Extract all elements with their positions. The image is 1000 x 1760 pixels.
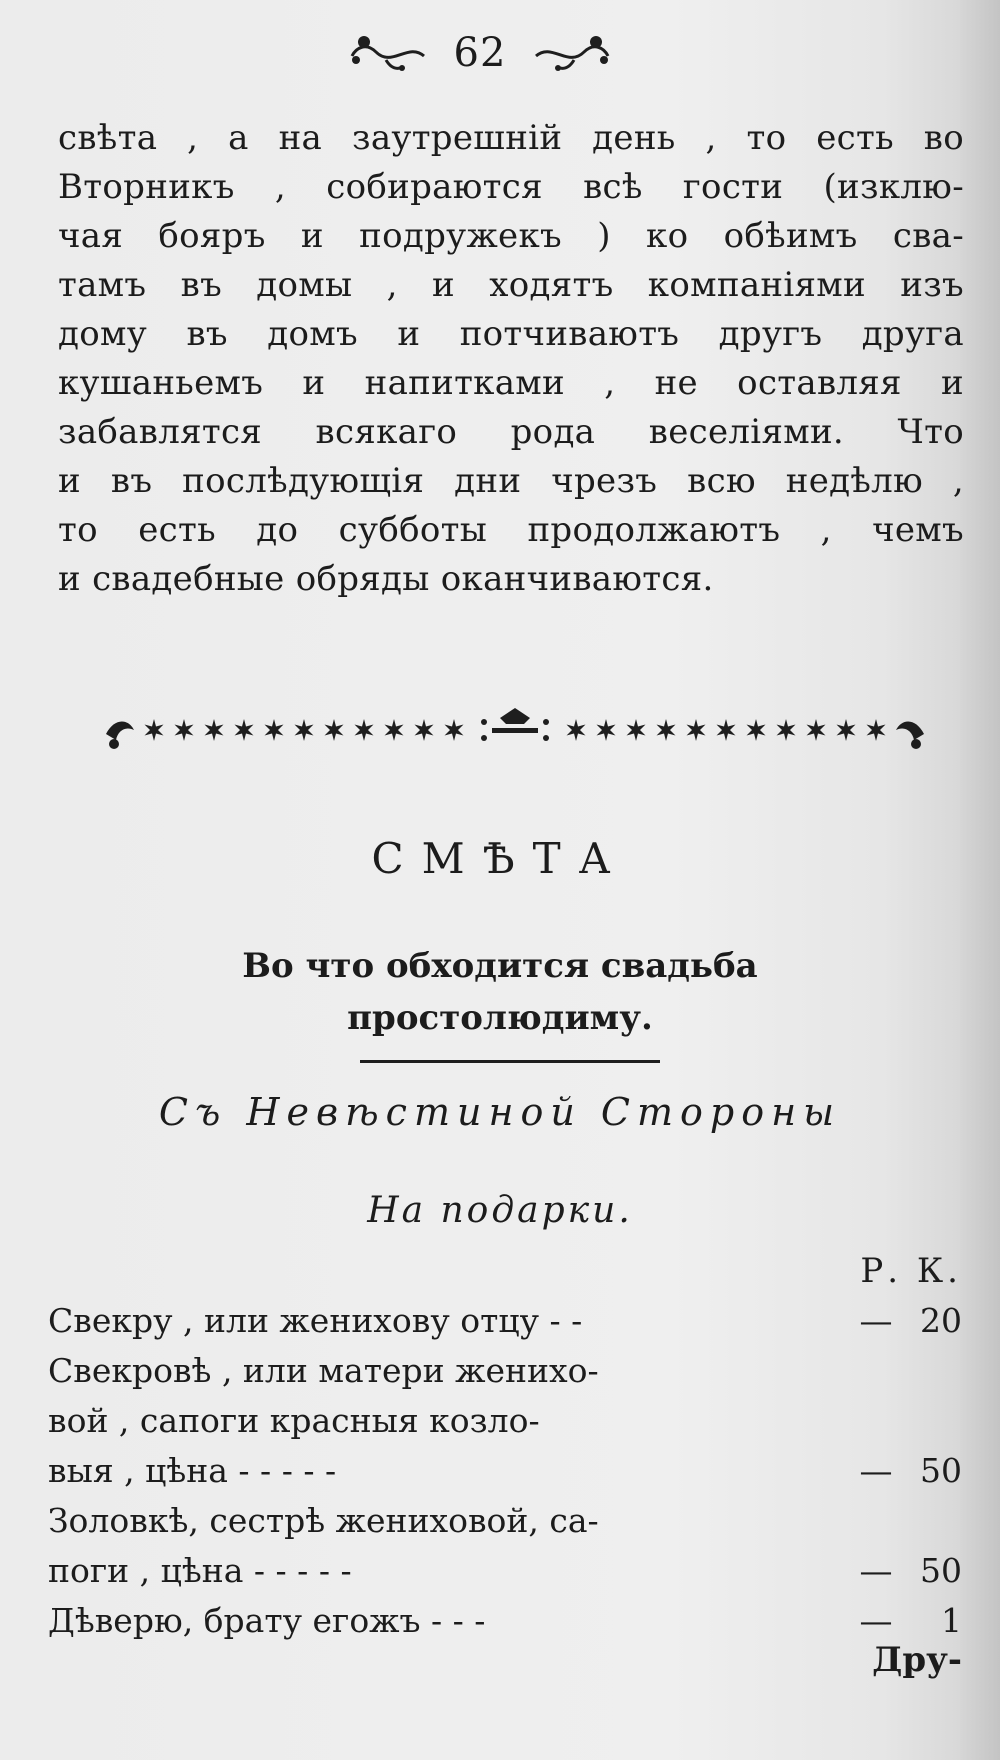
subtitle-line: Во что обходится свадьба	[242, 946, 758, 986]
entry-description: вой , сапоги красныя козло-	[48, 1401, 540, 1440]
divider-star-icon	[265, 719, 284, 741]
text-line: и свадебные обряды оканчиваются.	[58, 559, 714, 599]
entry-dash: —	[859, 1301, 893, 1340]
divider-star-icon	[175, 719, 194, 741]
text-line: свѣта , а на заутрешній день , то есть во	[58, 118, 964, 158]
entry-description: Дѣверю, брату егожъ - - -	[48, 1601, 486, 1640]
entry-description: Свекровѣ , или матери женихо-	[48, 1351, 599, 1390]
ledger-entry	[48, 1496, 968, 1596]
divider-star-icon	[867, 719, 886, 741]
divider-star-icon	[145, 719, 164, 741]
divider-star-icon	[325, 719, 344, 741]
divider-star-icon	[567, 719, 586, 741]
expense-ledger	[48, 1246, 968, 1646]
entry-dash: —	[859, 1601, 893, 1640]
entry-amount: 50	[920, 1551, 962, 1590]
currency-column-header: Р. К.	[860, 1251, 962, 1291]
divider-star-icon	[747, 719, 766, 741]
entry-description: выя , цѣна - - - - -	[48, 1451, 337, 1490]
ledger-entries	[48, 1296, 968, 1646]
body-paragraph	[58, 114, 964, 604]
ledger-entry	[48, 1296, 968, 1346]
side-heading: Съ Невѣстиной Стороны	[158, 1090, 842, 1134]
entry-amount: 1	[941, 1601, 962, 1640]
ledger-entry-line	[48, 1396, 968, 1446]
ornament-left-icon	[346, 30, 428, 76]
entry-dash: —	[859, 1551, 893, 1590]
divider-star-icon	[717, 719, 736, 741]
page-header	[0, 18, 960, 88]
ledger-entry-line	[48, 1296, 968, 1346]
text-line: Вторникъ , собираются всѣ гости (изклю-	[58, 167, 964, 207]
text-line: то есть до субботы продолжаютъ , чемъ	[58, 510, 964, 550]
text-line: тамъ въ домы , и ходятъ компаніями изъ	[58, 265, 964, 305]
entry-description: Золовкѣ, сестрѣ жениховой, са-	[48, 1501, 599, 1540]
divider-star-icon	[597, 719, 616, 741]
subtitle-line: простолюдиму.	[347, 998, 653, 1038]
text-line: дому въ домъ и потчиваютъ другъ друга	[58, 314, 964, 354]
text-line: кушаньемъ и напитками , не оставляя и	[58, 363, 964, 403]
divider-star-icon	[777, 719, 796, 741]
ledger-entry-line	[48, 1546, 968, 1596]
ledger-entry-line	[48, 1496, 968, 1546]
divider-star-icon	[355, 719, 374, 741]
entry-description: поги , цѣна - - - - -	[48, 1551, 352, 1590]
entry-amount: 50	[920, 1451, 962, 1490]
divider-star-icon	[657, 719, 676, 741]
section-title: СМѢТА	[371, 834, 629, 883]
ledger-entry-line	[48, 1596, 968, 1646]
ledger-entry	[48, 1596, 968, 1646]
entry-amount: 20	[920, 1301, 962, 1340]
text-line: забавлятся всякаго рода веселіями. Что	[58, 412, 964, 452]
text-line: и въ послѣдующія дни чрезъ всю недѣлю ,	[58, 461, 964, 501]
divider-star-icon	[415, 719, 434, 741]
horizontal-rule	[360, 1060, 660, 1063]
divider-star-icon	[445, 719, 464, 741]
subheading: На подарки.	[367, 1190, 633, 1231]
divider-star-icon	[687, 719, 706, 741]
ledger-entry-line	[48, 1446, 968, 1496]
entry-dash: —	[859, 1451, 893, 1490]
page-number: 62	[453, 30, 507, 76]
text-line: чая бояръ и подружекъ ) ко обѣимъ сва-	[58, 216, 964, 256]
ornament-right-icon	[532, 30, 614, 76]
divider-star-icon	[385, 719, 404, 741]
ledger-entry-line	[48, 1346, 968, 1396]
catchword: Дру-	[872, 1640, 962, 1680]
divider-star-icon	[627, 719, 646, 741]
divider-star-icon	[837, 719, 856, 741]
entry-description: Свекру , или женихову отцу - -	[48, 1301, 583, 1340]
divider-star-icon	[807, 719, 826, 741]
divider-star-icon	[295, 719, 314, 741]
divider-star-icon	[235, 719, 254, 741]
ornamental-divider-icon	[100, 700, 930, 760]
divider-star-icon	[205, 719, 224, 741]
ledger-entry	[48, 1346, 968, 1496]
section-subtitle	[0, 940, 1000, 1044]
